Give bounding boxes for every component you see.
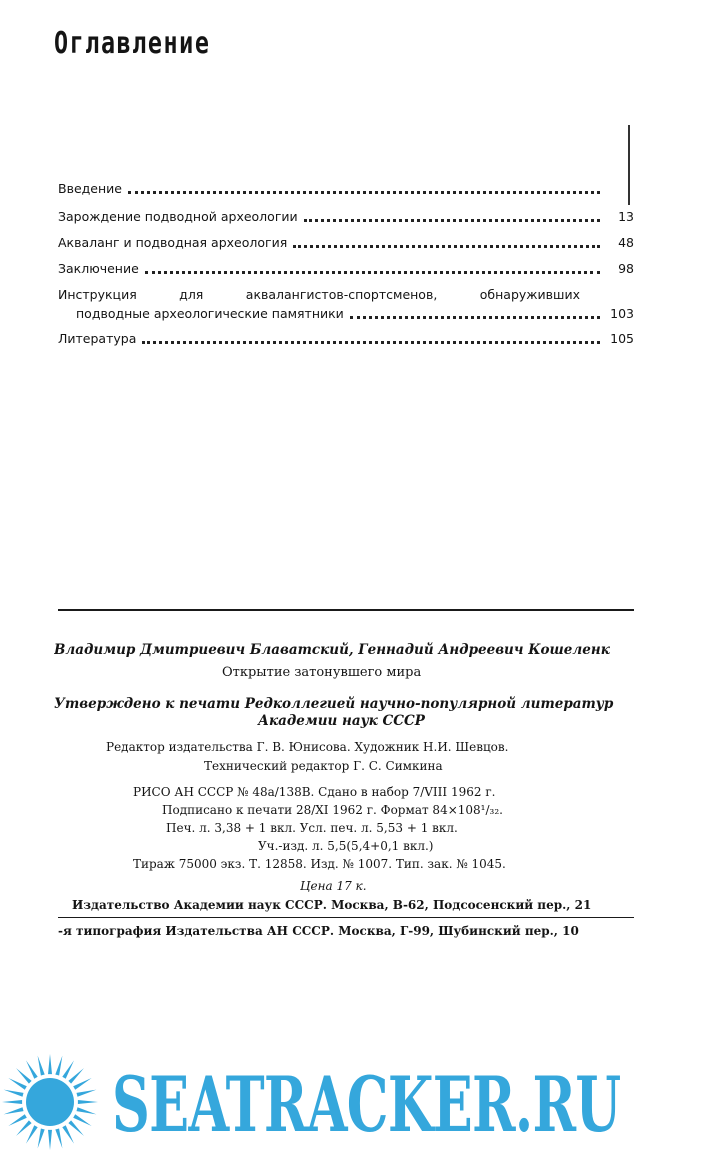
- toc-item-instructions: [76, 301, 634, 321]
- toc-item-aqualung: [58, 230, 634, 250]
- sun-ray: [26, 1125, 38, 1143]
- toc-leader: [145, 261, 600, 274]
- sun-ray: [16, 1120, 32, 1136]
- sun-ray: [38, 1056, 45, 1076]
- imprint-tirazh: Тираж 75000 экз. Т. 12858. Изд. № 1007. Тип. зак. № 1045.: [133, 857, 506, 871]
- imprint-book-title: Открытие затонувшего мира: [222, 665, 422, 680]
- watermark-logo: [0, 1046, 709, 1156]
- sun-ray: [55, 1056, 62, 1076]
- toc-item-origins: [58, 204, 634, 224]
- sun-ray: [55, 1129, 62, 1149]
- sun-ray: [62, 1125, 74, 1143]
- toc-label: Заключение: [58, 261, 139, 276]
- imprint-signed: Подписано к печати 28/XI 1962 г. Формат 84×108¹/₃₂.: [162, 803, 503, 817]
- sun-ray: [77, 1090, 97, 1097]
- toc-page: 48: [618, 235, 634, 250]
- sun-ray: [73, 1114, 91, 1126]
- sun-ray: [4, 1090, 24, 1097]
- toc-leader: [128, 181, 600, 194]
- sun-ray: [38, 1129, 45, 1149]
- toc-leader: [293, 235, 600, 248]
- toc-item-intro: [58, 176, 634, 196]
- watermark-text: SEATRACKER.RU: [112, 1060, 621, 1149]
- page-title: Оглавление: [54, 26, 211, 61]
- imprint-approved-line1: Утверждено к печати Редколлегией научно-популярной литератур: [54, 696, 614, 712]
- sun-ray: [4, 1107, 24, 1114]
- sun-ray: [16, 1068, 32, 1084]
- toc-page: 13: [618, 209, 634, 224]
- imprint-divider: [58, 609, 634, 611]
- imprint-editor: Редактор издательства Г. В. Юнисова. Художник Н.И. Шевцов.: [106, 740, 509, 754]
- toc-item-literature: [58, 326, 634, 346]
- toc-label: подводные археологические памятники: [76, 306, 344, 321]
- imprint-riso: РИСО АН СССР № 48а/138В. Сдано в набор 7/VIII 1962 г.: [133, 785, 496, 799]
- imprint-divider-2: [58, 917, 634, 918]
- toc-leader: [304, 209, 600, 222]
- sun-ray: [62, 1060, 74, 1078]
- toc-page: 105: [610, 331, 634, 346]
- toc-page: 103: [610, 306, 634, 321]
- toc-item-instructions-line1: Инструкция для аквалангистов-спортсменов, обнаруживших: [58, 287, 580, 302]
- sun-ray: [48, 1054, 52, 1074]
- sun-ray: [48, 1130, 52, 1150]
- imprint-printer: -я типография Издательства АН СССР. Москва, Г-99, Шубинский пер., 10: [58, 924, 579, 938]
- sun-ray: [2, 1100, 22, 1104]
- toc-item-conclusion: [58, 256, 634, 276]
- sun-ray: [68, 1120, 84, 1136]
- toc-leader: [142, 331, 600, 344]
- sun-ray: [26, 1060, 38, 1078]
- imprint-publisher: Издательство Академии наук СССР. Москва, В-62, Подсосенский пер., 21: [72, 898, 592, 912]
- sun-ray: [68, 1068, 84, 1084]
- toc-label: Зарождение подводной археологии: [58, 209, 298, 224]
- imprint-uch: Уч.-изд. л. 5,5(5,4+0,1 вкл.): [258, 839, 434, 853]
- toc-label: Введение: [58, 181, 122, 196]
- toc-leader: [350, 306, 600, 319]
- sun-icon: [0, 1046, 110, 1156]
- toc-page: 98: [618, 261, 634, 276]
- toc-label: Литература: [58, 331, 137, 346]
- sun-ray: [8, 1078, 26, 1090]
- sun-ray: [78, 1100, 98, 1104]
- imprint-pech: Печ. л. 3,38 + 1 вкл. Усл. печ. л. 5,53 + 1 вкл.: [166, 821, 458, 835]
- sun-ray: [73, 1078, 91, 1090]
- imprint-approved-line2: Академии наук СССР: [258, 713, 425, 729]
- sun-ray: [77, 1107, 97, 1114]
- imprint-authors: Владимир Дмитриевич Блаватский, Геннадий Андреевич Кошеленк: [54, 642, 610, 658]
- imprint-price: Цена 17 к.: [300, 879, 367, 893]
- imprint-tech-editor: Технический редактор Г. С. Симкина: [204, 759, 443, 773]
- toc-label: Акваланг и подводная археология: [58, 235, 288, 250]
- sun-ray: [8, 1114, 26, 1126]
